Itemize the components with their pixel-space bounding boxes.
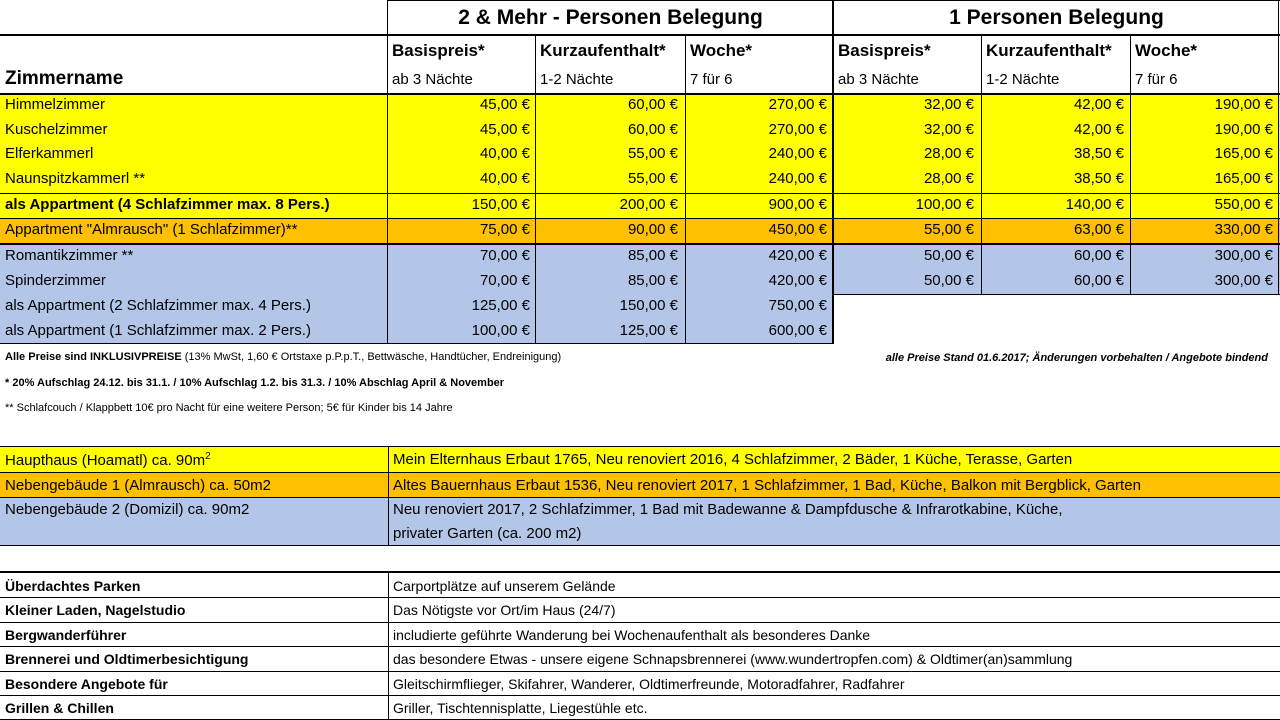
service-label: Kleiner Laden, Nagelstudio	[5, 602, 186, 618]
building-desc: Neu renoviert 2017, 2 Schlafzimmer, 1 Bad mit Badewanne & Dampfdusche & Infrarotkabine, Küche,	[393, 501, 1063, 518]
building-name-text: Haupthaus (Hoamatl) ca. 90m	[5, 452, 206, 469]
price-cell: 60,00 €	[1073, 272, 1124, 289]
room-name: Elferkammerl	[5, 145, 94, 162]
grid-line	[0, 34, 1280, 36]
price-cell: 63,00 €	[1073, 221, 1124, 238]
col-header-sub: ab 3 Nächte	[392, 71, 473, 88]
room-name: Himmelzimmer	[5, 96, 105, 113]
note-inclusive-rest: (13% MwSt, 1,60 € Ortstaxe p.P.p.T., Bettwäsche, Handtücher, Endreinigung)	[181, 351, 562, 363]
price-cell: 45,00 €	[479, 121, 530, 138]
price-cell: 200,00 €	[619, 196, 678, 213]
room-name: als Appartment (2 Schlafzimmer max. 4 Pers.)	[5, 297, 311, 314]
price-cell: 70,00 €	[479, 247, 530, 264]
grid-line	[1278, 0, 1279, 295]
price-cell: 165,00 €	[1214, 170, 1273, 187]
price-cell: 100,00 €	[471, 322, 530, 339]
grid-line	[0, 218, 1280, 219]
price-cell: 165,00 €	[1214, 145, 1273, 162]
price-cell: 240,00 €	[768, 170, 827, 187]
room-name: als Appartment (4 Schlafzimmer max. 8 Pers.)	[5, 196, 330, 213]
col-header-title: Basispreis*	[392, 41, 485, 60]
price-cell: 50,00 €	[923, 247, 974, 264]
building-name	[5, 452, 211, 468]
grid-line	[0, 93, 1280, 95]
note-sofa: ** Schlafcouch / Klappbett 10€ pro Nacht für eine weitere Person; 5€ für Kinder bis 14 Jahre	[5, 402, 453, 414]
rooms-blue-block-right	[833, 243, 1280, 294]
room-name-header: Zimmername	[5, 68, 124, 89]
price-cell: 190,00 €	[1214, 96, 1273, 113]
note-surcharge: * 20% Aufschlag 24.12. bis 31.1. / 10% Aufschlag 1.2. bis 31.3. / 10% Abschlag April & November	[5, 377, 505, 389]
price-cell: 75,00 €	[479, 221, 530, 238]
price-cell: 330,00 €	[1214, 221, 1273, 238]
grid-line	[833, 294, 1280, 295]
grid-line	[0, 646, 1280, 647]
grid-line	[535, 35, 536, 344]
group-header-multi: 2 & Mehr - Personen Belegung	[458, 6, 763, 29]
service-desc: includierte geführte Wanderung bei Wochenaufenthalt als besonderes Danke	[393, 627, 871, 643]
grid-line	[388, 573, 389, 720]
building-name: Nebengebäude 2 (Domizil) ca. 90m2	[5, 501, 250, 518]
grid-line	[0, 695, 1280, 696]
price-cell: 40,00 €	[479, 145, 530, 162]
grid-line	[388, 447, 389, 546]
price-cell: 140,00 €	[1065, 196, 1124, 213]
price-cell: 270,00 €	[768, 96, 827, 113]
grid-line	[387, 0, 388, 344]
service-desc: Carportplätze auf unserem Gelände	[393, 578, 616, 594]
grid-line	[0, 497, 1280, 498]
grid-line	[0, 597, 1280, 598]
service-desc: Das Nötigste vor Ort/im Haus (24/7)	[393, 602, 616, 618]
price-cell: 300,00 €	[1214, 247, 1273, 264]
building-name-sup: 2	[205, 451, 211, 462]
price-cell: 100,00 €	[915, 196, 974, 213]
price-cell: 600,00 €	[768, 322, 827, 339]
price-cell: 55,00 €	[627, 145, 678, 162]
col-header-title: Kurzaufenthalt*	[540, 41, 666, 60]
room-name: als Appartment (1 Schlafzimmer max. 2 Pers.)	[5, 322, 311, 339]
grid-line	[0, 671, 1280, 672]
price-cell: 240,00 €	[768, 145, 827, 162]
col-header-sub: ab 3 Nächte	[838, 71, 919, 88]
price-cell: 28,00 €	[923, 170, 974, 187]
grid-line	[0, 446, 1280, 447]
price-cell: 300,00 €	[1214, 272, 1273, 289]
price-cell: 42,00 €	[1073, 96, 1124, 113]
price-cell: 90,00 €	[627, 221, 678, 238]
note-inclusive-bold: Alle Preise sind INKLUSIVPREISE	[5, 351, 182, 363]
room-name: Spinderzimmer	[5, 272, 106, 289]
price-cell: 190,00 €	[1214, 121, 1273, 138]
col-header-sub: 1-2 Nächte	[986, 71, 1060, 88]
price-cell: 40,00 €	[479, 170, 530, 187]
price-cell: 55,00 €	[923, 221, 974, 238]
price-cell: 125,00 €	[619, 322, 678, 339]
grid-line	[0, 243, 1280, 245]
price-cell: 550,00 €	[1214, 196, 1273, 213]
service-desc: das besondere Etwas - unsere eigene Schnapsbrennerei (www.wundertropfen.com) & Oldtimer(an)sammlung	[393, 651, 1073, 667]
building-name: Nebengebäude 1 (Almrausch) ca. 50m2	[5, 477, 271, 494]
grid-line	[832, 0, 834, 344]
price-cell: 50,00 €	[923, 272, 974, 289]
price-cell: 420,00 €	[768, 272, 827, 289]
grid-line	[0, 193, 1280, 194]
price-cell: 150,00 €	[619, 297, 678, 314]
room-name: Naunspitzkammerl **	[5, 170, 146, 187]
building-desc-line2: privater Garten (ca. 200 m2)	[393, 525, 582, 542]
group-header-single: 1 Personen Belegung	[949, 6, 1164, 29]
grid-line	[0, 622, 1280, 623]
price-cell: 450,00 €	[768, 221, 827, 238]
room-name: Appartment "Almrausch" (1 Schlafzimmer)**	[5, 221, 298, 238]
service-label: Bergwanderführer	[5, 627, 127, 643]
price-cell: 70,00 €	[479, 272, 530, 289]
service-label: Brennerei und Oldtimerbesichtigung	[5, 651, 249, 667]
grid-line	[685, 35, 686, 344]
service-label: Besondere Angebote für	[5, 676, 168, 692]
service-label: Grillen & Chillen	[5, 700, 114, 716]
price-cell: 270,00 €	[768, 121, 827, 138]
room-name: Kuschelzimmer	[5, 121, 108, 138]
price-cell: 60,00 €	[627, 121, 678, 138]
grid-line	[0, 571, 1280, 573]
grid-line	[1130, 35, 1131, 295]
col-header-title: Woche*	[690, 41, 753, 60]
price-cell: 45,00 €	[479, 96, 530, 113]
grid-line	[0, 472, 1280, 473]
price-cell: 42,00 €	[1073, 121, 1124, 138]
price-cell: 900,00 €	[768, 196, 827, 213]
price-cell: 420,00 €	[768, 247, 827, 264]
col-header-title: Woche*	[1135, 41, 1198, 60]
price-cell: 55,00 €	[627, 170, 678, 187]
price-cell: 150,00 €	[471, 196, 530, 213]
col-header-title: Basispreis*	[838, 41, 931, 60]
col-header-sub: 1-2 Nächte	[540, 71, 614, 88]
price-cell: 28,00 €	[923, 145, 974, 162]
price-cell: 38,50 €	[1073, 145, 1124, 162]
building-desc: Mein Elternhaus Erbaut 1765, Neu renoviert 2016, 4 Schlafzimmer, 2 Bäder, 1 Küche, Terasse, Garten	[393, 451, 1073, 468]
price-cell: 60,00 €	[627, 96, 678, 113]
note-price-state: alle Preise Stand 01.6.2017; Änderungen vorbehalten / Angebote bindend	[885, 352, 1268, 364]
col-header-sub: 7 für 6	[1135, 71, 1178, 88]
price-cell: 60,00 €	[1073, 247, 1124, 264]
service-desc: Griller, Tischtennisplatte, Liegestühle etc.	[393, 700, 648, 716]
price-cell: 85,00 €	[627, 272, 678, 289]
building-desc: Altes Bauernhaus Erbaut 1536, Neu renoviert 2017, 1 Schlafzimmer, 1 Bad, Küche, Balkon mit Bergblick, Garten	[393, 477, 1141, 494]
col-header-sub: 7 für 6	[690, 71, 733, 88]
price-cell: 38,50 €	[1073, 170, 1124, 187]
grid-line	[0, 343, 833, 344]
grid-line	[0, 545, 1280, 546]
room-name: Romantikzimmer **	[5, 247, 134, 264]
grid-line	[981, 35, 982, 295]
service-desc: Gleitschirmflieger, Skifahrer, Wanderer, Oldtimerfreunde, Motoradfahrer, Radfahrer	[393, 676, 905, 692]
price-cell: 32,00 €	[923, 96, 974, 113]
service-label: Überdachtes Parken	[5, 578, 141, 594]
col-header-title: Kurzaufenthalt*	[986, 41, 1112, 60]
price-cell: 85,00 €	[627, 247, 678, 264]
price-cell: 125,00 €	[471, 297, 530, 314]
note-inclusive	[5, 352, 561, 363]
price-cell: 32,00 €	[923, 121, 974, 138]
price-cell: 750,00 €	[768, 297, 827, 314]
